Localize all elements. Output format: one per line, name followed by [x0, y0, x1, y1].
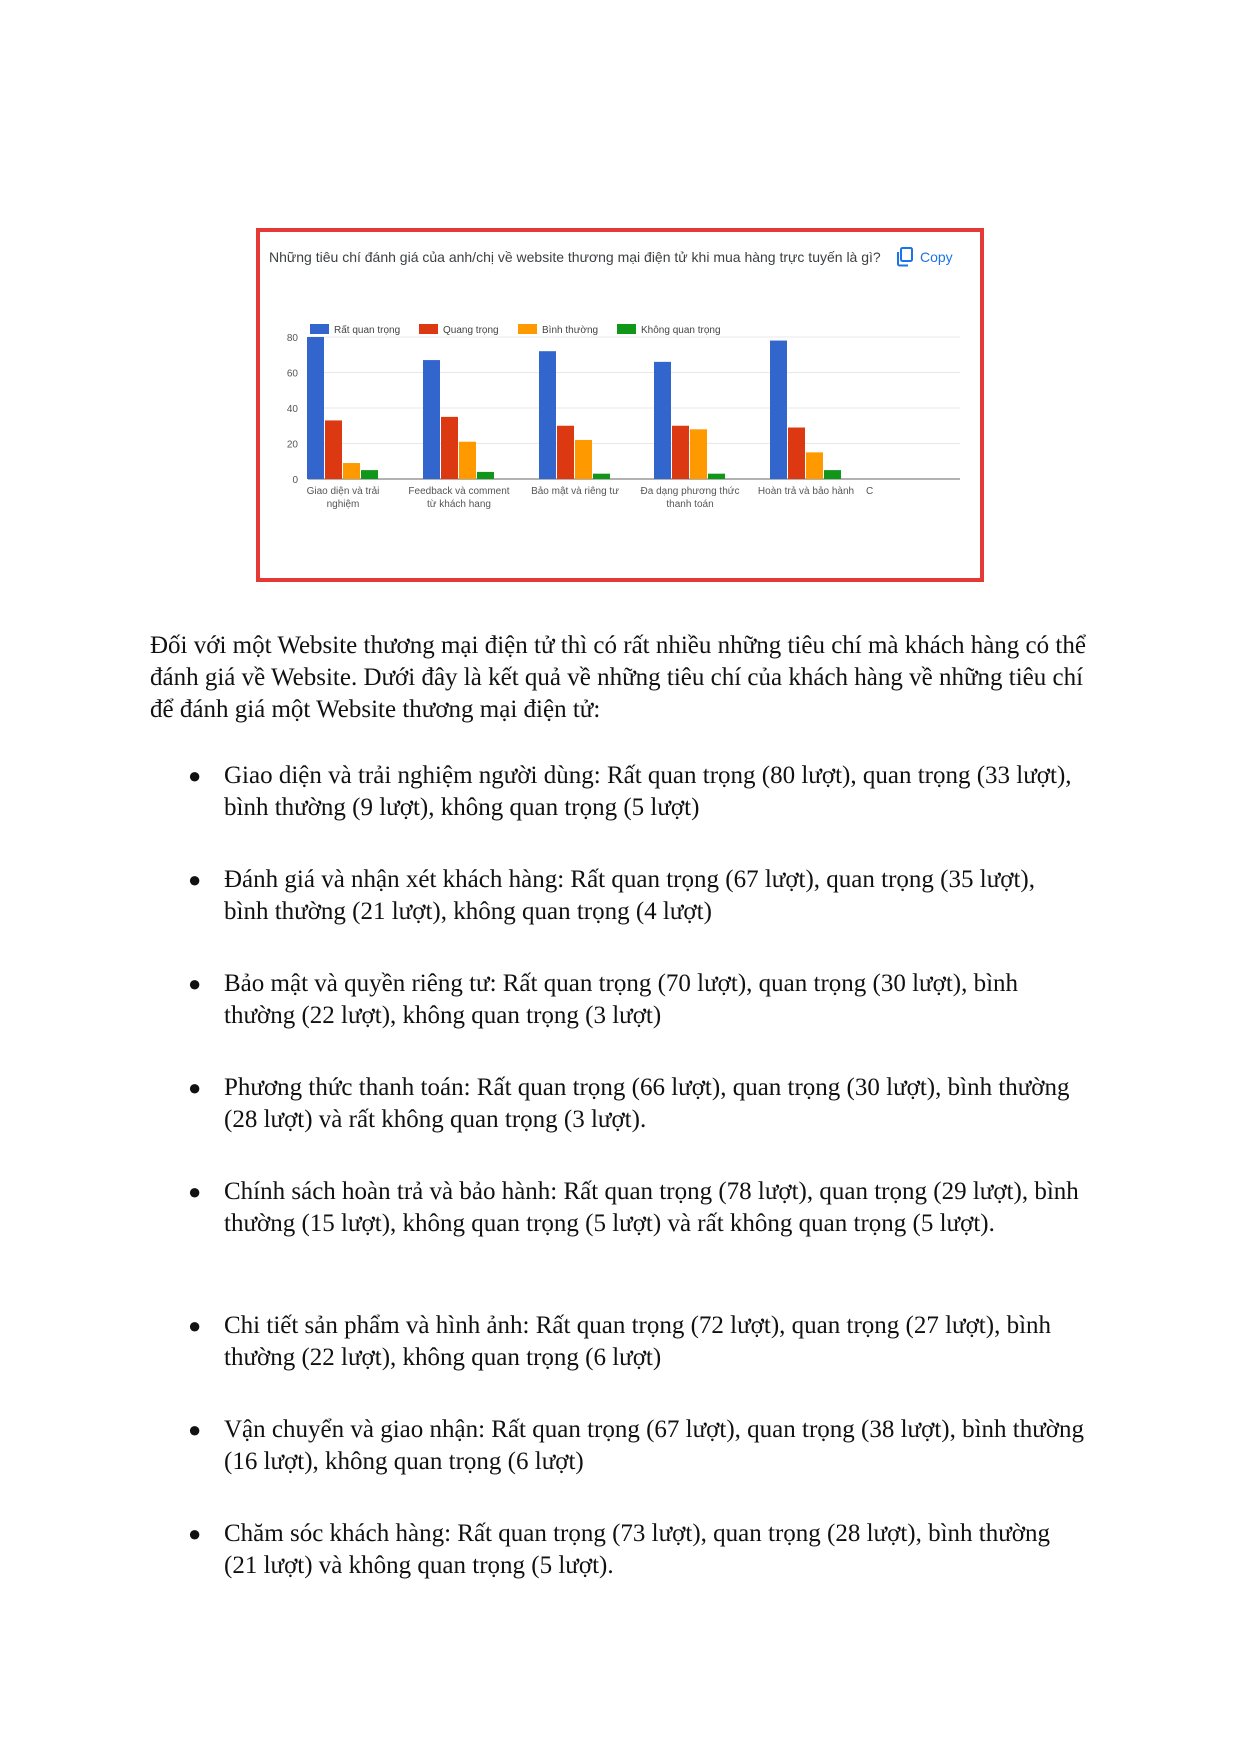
- legend-label: Bình thường: [542, 325, 599, 336]
- bar: [708, 474, 725, 479]
- list-item-text: Vận chuyển và giao nhận: Rất quan trọng (67 lượt), quan trọng (38 lượt), bình thường (16 lượt), không quan trọng (6 lượt): [224, 1416, 1085, 1475]
- list-item-text: Giao diện và trải nghiệm người dùng: Rất quan trọng (80 lượt), quan trọng (33 lượt), bình thường (9 lượt), không quan trọng (5 lượt): [224, 762, 1072, 821]
- list-item-text: Bảo mật và quyền riêng tư: Rất quan trọng (70 lượt), quan trọng (30 lượt), bình thường (22 lượt), không quan trọng (3 lượt): [224, 970, 1019, 1029]
- y-tick-label: 60: [286, 368, 298, 380]
- bullet-icon: ●: [188, 1313, 202, 1338]
- bullet-icon: ●: [188, 763, 202, 788]
- list-item-text: Chính sách hoàn trả và bảo hành: Rất quan trọng (78 lượt), quan trọng (29 lượt), bình thường (15 lượt), không quan trọng (5 lượt) và rất không quan trọng (5 lượt).: [224, 1178, 1079, 1237]
- category-label: Đa dạng phương thức: [640, 486, 740, 497]
- bullet-icon: ●: [188, 867, 202, 892]
- category-label: thanh toán: [666, 499, 714, 510]
- bullet-icon: ●: [188, 1521, 202, 1546]
- intro-paragraph: Đối với một Website thương mại điện tử thì có rất nhiều những tiêu chí mà khách hàng có thể đánh giá về Website. Dưới đây là kết quả về những tiêu chí của khách hàng về những tiêu chí để đánh giá một Website thương mại điện tử:: [150, 632, 1086, 723]
- bullet-icon: ●: [188, 1075, 202, 1100]
- bar: [557, 426, 574, 479]
- legend-label: Rất quan trọng: [334, 325, 401, 336]
- bullet-icon: ●: [188, 971, 202, 996]
- bar: [477, 472, 494, 479]
- bar: [593, 474, 610, 479]
- legend-swatch: [310, 324, 329, 334]
- bar: [307, 337, 324, 479]
- bar: [672, 426, 689, 479]
- bar-chart: [260, 232, 980, 578]
- list-item-text: Chi tiết sản phẩm và hình ảnh: Rất quan trọng (72 lượt), quan trọng (27 lượt), bình thường (22 lượt), không quan trọng (6 lượt): [224, 1312, 1052, 1371]
- bar: [654, 362, 671, 479]
- category-label: Feedback và comment: [408, 486, 510, 497]
- bar: [824, 470, 841, 479]
- survey-chart-card: [256, 228, 984, 582]
- copy-label: Copy: [920, 249, 953, 265]
- category-label: Bảo mật và riêng tư: [531, 486, 619, 497]
- bullet-icon: ●: [188, 1179, 202, 1204]
- bar: [343, 463, 360, 479]
- category-label: từ khách hang: [427, 499, 491, 510]
- list-item-text: Phương thức thanh toán: Rất quan trọng (66 lượt), quan trọng (30 lượt), bình thường (28 lượt) và rất không quan trọng (3 lượt).: [224, 1074, 1070, 1133]
- list-item-text: Chăm sóc khách hàng: Rất quan trọng (73 lượt), quan trọng (28 lượt), bình thường (21 lượt) và không quan trọng (5 lượt).: [224, 1520, 1051, 1579]
- bar: [575, 440, 592, 479]
- bar: [788, 428, 805, 479]
- bar: [361, 470, 378, 479]
- chart-question-text: Những tiêu chí đánh giá của anh/chị về website thương mại điện tử khi mua hàng trực tuyến là gì?: [269, 249, 881, 265]
- bar: [539, 351, 556, 479]
- bar: [423, 360, 440, 479]
- bar: [459, 442, 476, 479]
- bar: [325, 420, 342, 479]
- legend-label: Quang trọng: [443, 325, 499, 336]
- category-label: Hoàn trả và bảo hành: [757, 486, 855, 497]
- legend-swatch: [419, 324, 438, 334]
- y-tick-label: 80: [286, 333, 298, 344]
- legend-swatch: [518, 324, 537, 334]
- bar: [690, 429, 707, 479]
- legend-label: Không quan trọng: [641, 325, 721, 336]
- category-label: nghiệm: [326, 499, 360, 510]
- y-tick-label: 20: [286, 439, 298, 451]
- legend-swatch: [617, 324, 636, 334]
- y-tick-label: 0: [292, 475, 298, 486]
- list-item-text: Đánh giá và nhận xét khách hàng: Rất quan trọng (67 lượt), quan trọng (35 lượt), bình thường (21 lượt), không quan trọng (4 lượt): [224, 866, 1035, 925]
- bar: [770, 341, 787, 479]
- category-label: C: [866, 486, 874, 497]
- y-tick-label: 40: [286, 404, 298, 415]
- bullet-icon: ●: [188, 1417, 202, 1442]
- bar: [806, 452, 823, 479]
- category-label: Giao diện và trải: [306, 486, 380, 497]
- bar: [441, 417, 458, 479]
